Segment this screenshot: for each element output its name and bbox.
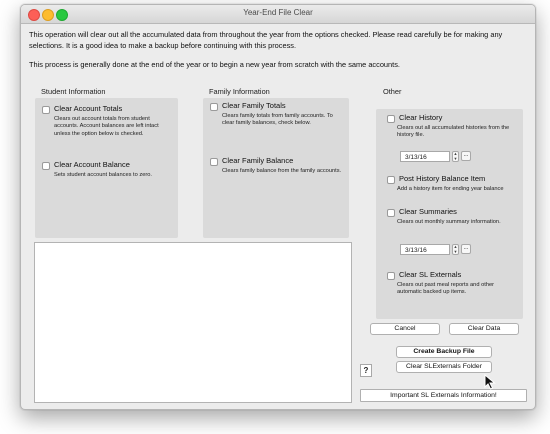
clear-family-totals-checkbox[interactable] [210,103,218,111]
clear-family-totals-desc: Clears family totals from family accounts. To clear family balances, check below. [222,113,333,127]
post-history-balance-checkbox[interactable] [387,176,395,184]
year-end-clear-window [20,4,536,410]
important-sl-externals-info-button[interactable]: Important SL Externals Information! [360,389,527,402]
history-date-field[interactable]: 3/13/16 [400,151,450,162]
history-date-picker-button[interactable]: ... [461,151,471,161]
summaries-date-stepper-icon[interactable]: ▲ ▼ [453,244,458,254]
clear-sl-externals-desc: Clears out past meal reports and other automatic backed up items. [397,282,495,296]
clear-account-totals-desc: Clears out account totals from student accounts. Account balances are left intact unless the option below is checked. [54,116,159,137]
clear-summaries-label[interactable]: Clear Summaries [399,207,457,216]
summaries-date-picker-button[interactable]: ... [461,244,471,254]
cancel-button[interactable]: Cancel [370,323,440,335]
title-bar[interactable] [21,5,535,24]
clear-history-desc: Clears out all accumulated histories from the history file. [397,125,510,139]
history-date-stepper-icon[interactable]: ▲ ▼ [453,151,458,161]
student-info-title: Student Information [41,87,106,96]
clear-history-label[interactable]: Clear History [399,113,443,122]
other-title: Other [383,87,402,96]
mouse-pointer-icon [484,374,496,390]
clear-sl-externals-label[interactable]: Clear SL Externals [399,270,462,279]
clear-summaries-checkbox[interactable] [387,209,395,217]
window-title: Year-End File Clear [243,8,313,17]
family-info-panel [203,98,349,238]
other-panel [376,109,523,319]
post-history-balance-desc: Add a history item for ending year balance [397,186,504,192]
clear-family-balance-checkbox[interactable] [210,158,218,166]
output-text-area[interactable] [34,242,352,403]
clear-account-balance-checkbox[interactable] [42,162,50,170]
clear-family-balance-label[interactable]: Clear Family Balance [222,156,294,165]
clear-data-button[interactable]: Clear Data [449,323,519,335]
intro-paragraph-1: This operation will clear out all the accumulated data from throughout the year from the options checked. Please read carefully be for making any selections. It is a good idea to make a backup before continuing with this process. [29,30,503,50]
help-button[interactable]: ? [360,364,372,377]
post-history-balance-label[interactable]: Post History Balance Item [399,174,486,183]
clear-account-balance-label[interactable]: Clear Account Balance [54,160,130,169]
family-info-title: Family Information [209,87,270,96]
clear-family-balance-desc: Clears family balance from the family accounts. [222,168,342,174]
clear-family-totals-label[interactable]: Clear Family Totals [222,101,286,110]
clear-slexternals-folder-button[interactable]: Clear SLExternals Folder [396,361,492,373]
summaries-date-field[interactable]: 3/13/16 [400,244,450,255]
create-backup-button[interactable]: Create Backup File [396,346,492,358]
clear-account-balance-desc: Sets student account balances to zero. [54,172,153,178]
clear-account-totals-label[interactable]: Clear Account Totals [54,104,123,113]
clear-history-checkbox[interactable] [387,115,395,123]
clear-sl-externals-checkbox[interactable] [387,272,395,280]
intro-paragraph-2: This process is generally done at the end of the year or to begin a new year from scratch with the same accounts. [29,60,400,69]
clear-account-totals-checkbox[interactable] [42,106,50,114]
clear-summaries-desc: Clears out monthly summary information. [397,219,501,225]
student-info-panel [35,98,178,238]
